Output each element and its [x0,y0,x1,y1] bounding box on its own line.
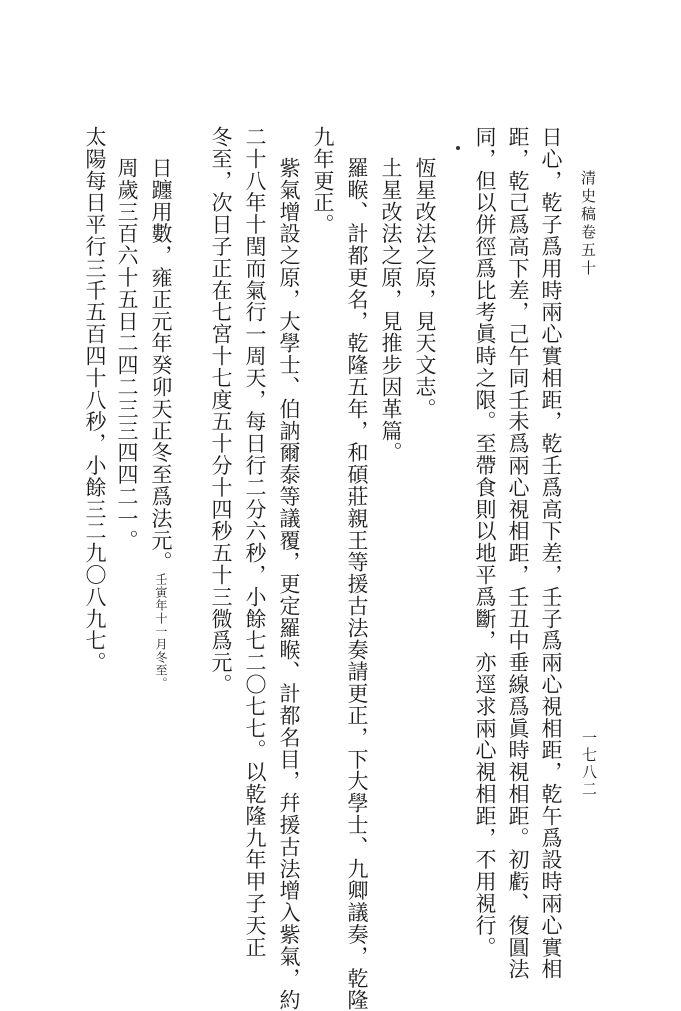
text-column-1: 日心，乾子爲用時兩心實相距，乾壬爲高下差，壬子爲兩心視相距，乾午爲設時兩心實相 [539,126,563,981]
margin-dot [456,146,460,150]
text-column-13: 太陽每日平行三千五百四十八秒，小餘三二九〇八九七。 [83,126,107,674]
text-column-10: 冬至，次日子正在七宮十七度五十分十四秒五十三微爲元。 [209,126,233,696]
text-column-8: 紫氣增設之原，大學士、伯訥爾泰等議覆，更定羅睺、計都名目，幷援古法增入紫氣，約 [277,157,301,1011]
text-column-12: 周歲三百六十五日二四二三三四四二一。 [115,157,139,552]
epoch-note: 壬寅年十一月冬至。 [154,573,168,691]
text-column-5: 土星改法之原，見推步因革篇。 [379,157,403,464]
text-column-2: 距，乾己爲高下差，己午同壬未爲兩心視相距，壬丑中垂線爲眞時視相距。初虧、復圓法 [506,126,530,981]
running-header: 清史稿卷五十 [579,170,597,278]
text-column-7: 九年更正。 [311,126,335,236]
text-column-3: 同，但以併徑爲比考眞時之限。至帶食則以地平爲斷，亦逕求兩心視相距，不用視行。 [473,126,497,959]
text-column-6: 羅睺、計都更名，乾隆五年，和碩莊親王等援古法奏請更正，下大學士、九卿議奏，乾隆 [345,157,369,1011]
page-number: 一七八二 [580,730,598,798]
text-column-9: 二十八年十閏而氣行一周天，每日行二分六秒，小餘七二〇七七。以乾隆九年甲子天正 [243,126,267,959]
text-column-11 [146,157,176,690]
text-column-4: 恆星改法之原，見天文志。 [413,157,437,420]
text-column-11-main: 日躔用數，雍正元年癸卯天正冬至爲法元。 [149,157,173,574]
